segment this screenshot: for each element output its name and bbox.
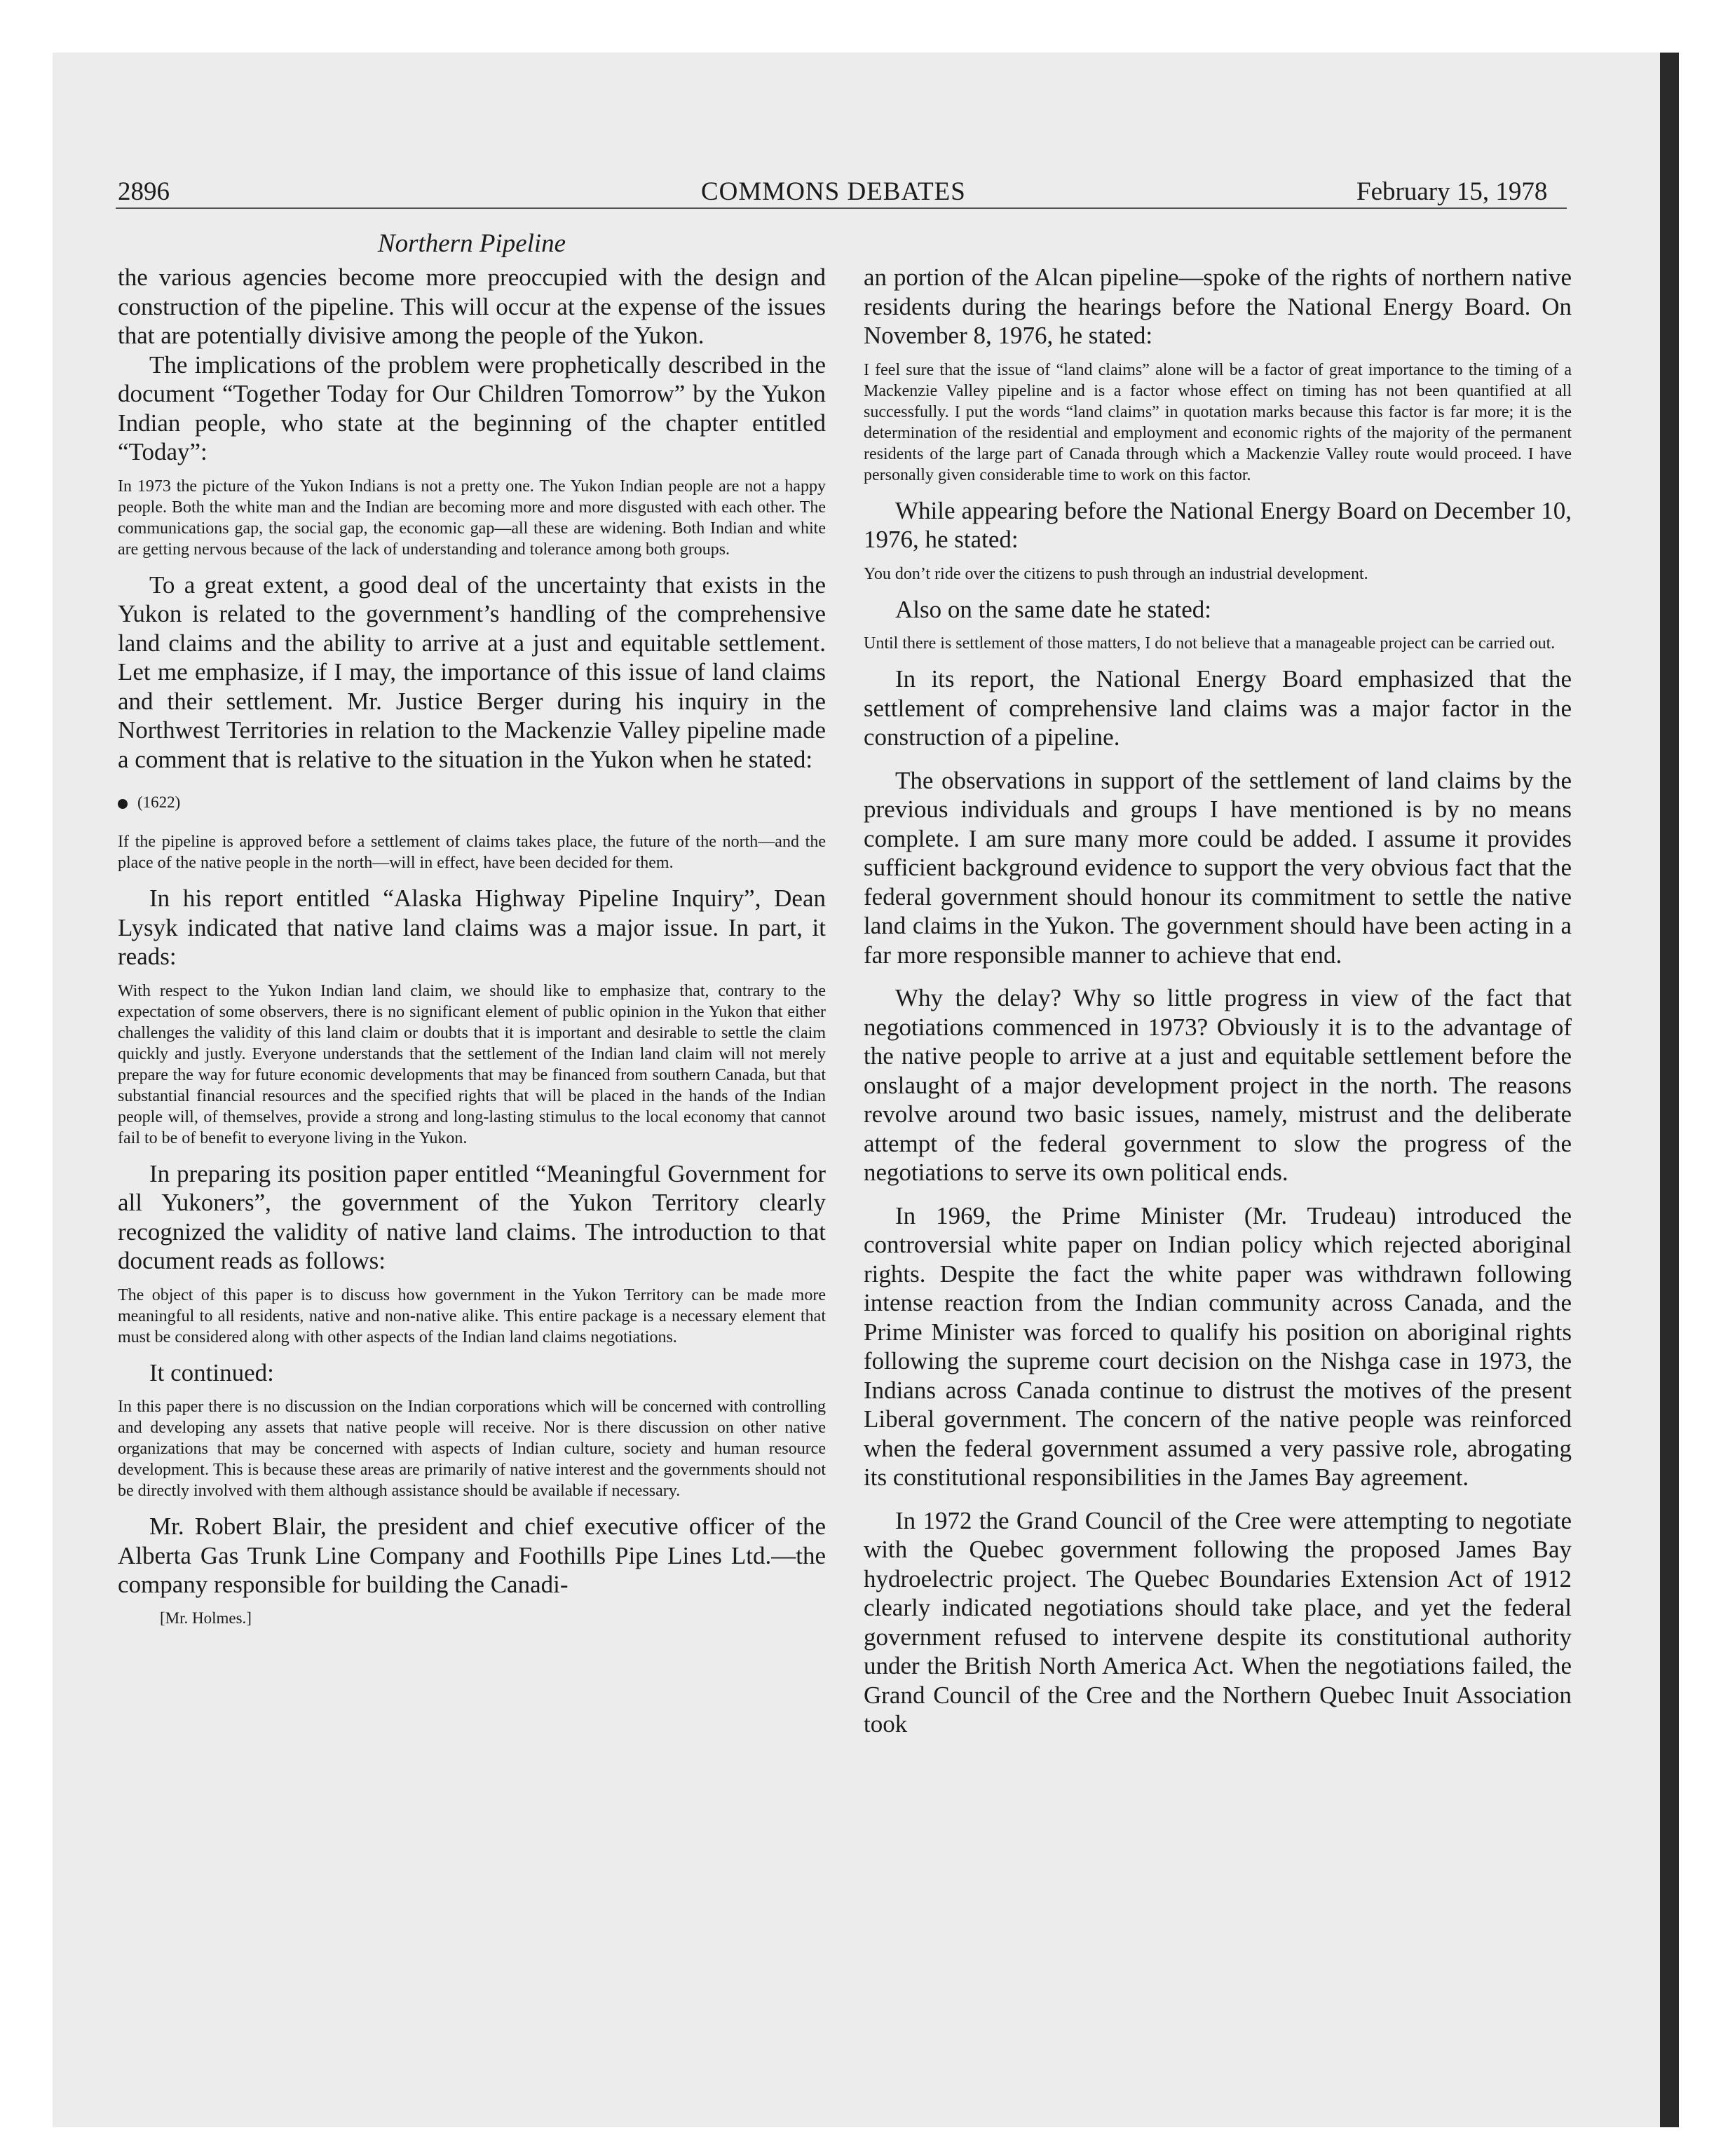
right-quotation: I feel sure that the issue of “land claims” alone will be a factor of great importance to the timing of a Mackenzie Valley pipeline and is a factor whose effect on timing has not been quantified at all successfully. I put the words “land claims” in quotation marks because this factor is far more; it is the determination of the residential and employment and economic rights of the majority of the permanent residents of the large part of Canada through which a Mackenzie Valley route would proceed. I have personally given considerable time to work on this factor.: [864, 360, 1572, 484]
section-title: Northern Pipeline: [377, 229, 566, 258]
header-rule: [116, 207, 1567, 209]
time-marker-text: (1622): [137, 793, 181, 811]
right-quotation: You don’t ride over the citizens to push through an industrial development.: [864, 564, 1368, 583]
bullet-icon: [118, 799, 128, 809]
right-paragraph: The observations in support of the settlement of land claims by the previous individuals and groups I have mentioned is by no means complete. I am sure many more could be added. I assume it provides sufficient background evidence to support the very obvious fact that the federal government should honour its commitment to settle the native land claims in the Yukon. The government should have been acting in a far more responsible manner to achieve that end.: [864, 766, 1572, 969]
issue-date: February 15, 1978: [1356, 177, 1548, 206]
left-paragraph: In preparing its position paper entitled “Meaningful Government for all Yukoners”, the government of the Yukon Territory clearly recognized the validity of native land claims. The introduction to that document reads as follows:: [118, 1159, 826, 1274]
right-paragraph: an portion of the Alcan pipeline—spoke of the rights of northern native residents during the hearings before the National Energy Board. On November 8, 1976, he stated:: [864, 264, 1572, 349]
left-column: [118, 263, 826, 1628]
left-paragraph: It continued:: [149, 1358, 274, 1386]
right-paragraph: Also on the same date he stated:: [895, 595, 1211, 623]
time-marker: [118, 793, 826, 812]
binding-shadow: [1660, 53, 1679, 2127]
left-paragraph: In his report entitled “Alaska Highway Pipeline Inquiry”, Dean Lysyk indicated that native land claims was a major issue. In part, it reads:: [118, 885, 826, 970]
speaker-attribution: [Mr. Holmes.]: [160, 1609, 252, 1627]
left-quotation: In this paper there is no discussion on the Indian corporations which will be concerned with controlling and developing any assets that native people will receive. Nor is there discussion on other native organizations that may be concerned with aspects of Indian culture, society and human resource development. This is because these areas are primarily of native interest and the governments should not be directly involved with them although assistance should be available if necessary.: [118, 1398, 826, 1500]
right-paragraph: In 1969, the Prime Minister (Mr. Trudeau) introduced the controversial white paper on Indian policy which rejected aboriginal rights. Despite the fact the white paper was withdrawn following intense reaction from the Indian community across Canada, and the Prime Minister was forced to qualify his position on aboriginal rights following the supreme court decision on the Nishga case in 1973, the Indians across Canada continue to distrust the motives of the present Liberal government. The concern of the native people was reinforced when the federal government assumed a very passive role, abrogating its constitutional responsibilities in the James Bay agreement.: [864, 1201, 1572, 1491]
left-paragraph: Mr. Robert Blair, the president and chief executive officer of the Alberta Gas Trunk Line Company and Foothills Pipe Lines Ltd.—the company responsible for building the Canadi-: [118, 1513, 826, 1598]
right-paragraph: While appearing before the National Energy Board on December 10, 1976, he stated:: [864, 496, 1572, 553]
left-paragraph: The implications of the problem were prophetically described in the document “Together Today for Our Children Tomorrow” by the Yukon Indian people, who state at the beginning of the chapter entitled “Today”:: [118, 350, 826, 465]
left-quotation: The object of this paper is to discuss how government in the Yukon Territory can be made more meaningful to all residents, native and non-native alike. This entire package is a necessary element that must be considered along with other aspects of the Indian land claims negotiations.: [118, 1285, 826, 1346]
right-paragraph: Why the delay? Why so little progress in view of the fact that negotiations commenced in 1973? Obviously it is to the advantage of the native people to arrive at a just and equitable settlement before the onslaught of a major development project in the north. The reasons revolve around two basic issues, namely, mistrust and the deliberate attempt of the federal government to slow the progress of the negotiations to serve its own political ends.: [864, 984, 1572, 1186]
page-number: 2896: [118, 177, 170, 206]
left-quotation: If the pipeline is approved before a settlement of claims takes place, the future of the north—and the place of the native people in the north—will in effect, have been decided for them.: [118, 833, 826, 872]
right-quotation: Until there is settlement of those matters, I do not believe that a manageable project can be carried out.: [864, 634, 1556, 653]
right-column: [864, 263, 1572, 1739]
right-paragraph: In its report, the National Energy Board emphasized that the settlement of comprehensive land claims was a major factor in the construction of a pipeline.: [864, 665, 1572, 751]
left-paragraph: To a great extent, a good deal of the uncertainty that exists in the Yukon is related to the government’s handling of the comprehensive land claims and the ability to arrive at a just and equitable settlement. Let me emphasize, if I may, the importance of this issue of land claims and their settlement. Mr. Justice Berger during his inquiry in the Northwest Territories in relation to the Mackenzie Valley pipeline made a comment that is relative to the situation in the Yukon when he stated:: [118, 571, 826, 773]
left-paragraph: the various agencies become more preoccupied with the design and construction of the pipeline. This will occur at the expense of the issues that are potentially divisive among the people of the Yukon.: [118, 264, 826, 349]
left-quotation: With respect to the Yukon Indian land claim, we should like to emphasize that, contrary to the expectation of some observers, there is no significant element of public opinion in the Yukon that either challenges the validity of this land claim or doubts that it is important and desirable to settle the claim quickly and justly. Everyone understands that the settlement of the Indian land claim will not merely prepare the way for future economic developments that may be financed from southern Canada, but that substantial financial resources and the specified rights that will be placed in the hands of the Indian people will, of themselves, provide a strong and long-lasting stimulus to the local economy that cannot fail to be of benefit to everyone living in the Yukon.: [118, 981, 826, 1147]
right-paragraph: In 1972 the Grand Council of the Cree were attempting to negotiate with the Quebec government following the proposed James Bay hydroelectric project. The Quebec Boundaries Extension Act of 1912 clearly indicated negotiations should take place, and yet the federal government refused to intervene despite its constitutional authority under the British North America Act. When the negotiations failed, the Grand Council of the Cree and the Northern Quebec Inuit Association took: [864, 1506, 1572, 1738]
left-quotation: In 1973 the picture of the Yukon Indians is not a pretty one. The Yukon Indian people are not a happy people. Both the white man and the Indian are becoming more and more disgusted with each other. The communications gap, the social gap, the economic gap—all these are widening. Both Indian and white are getting nervous because of the lack of understanding and tolerance among both groups.: [118, 477, 826, 559]
journal-title: COMMONS DEBATES: [701, 177, 966, 206]
